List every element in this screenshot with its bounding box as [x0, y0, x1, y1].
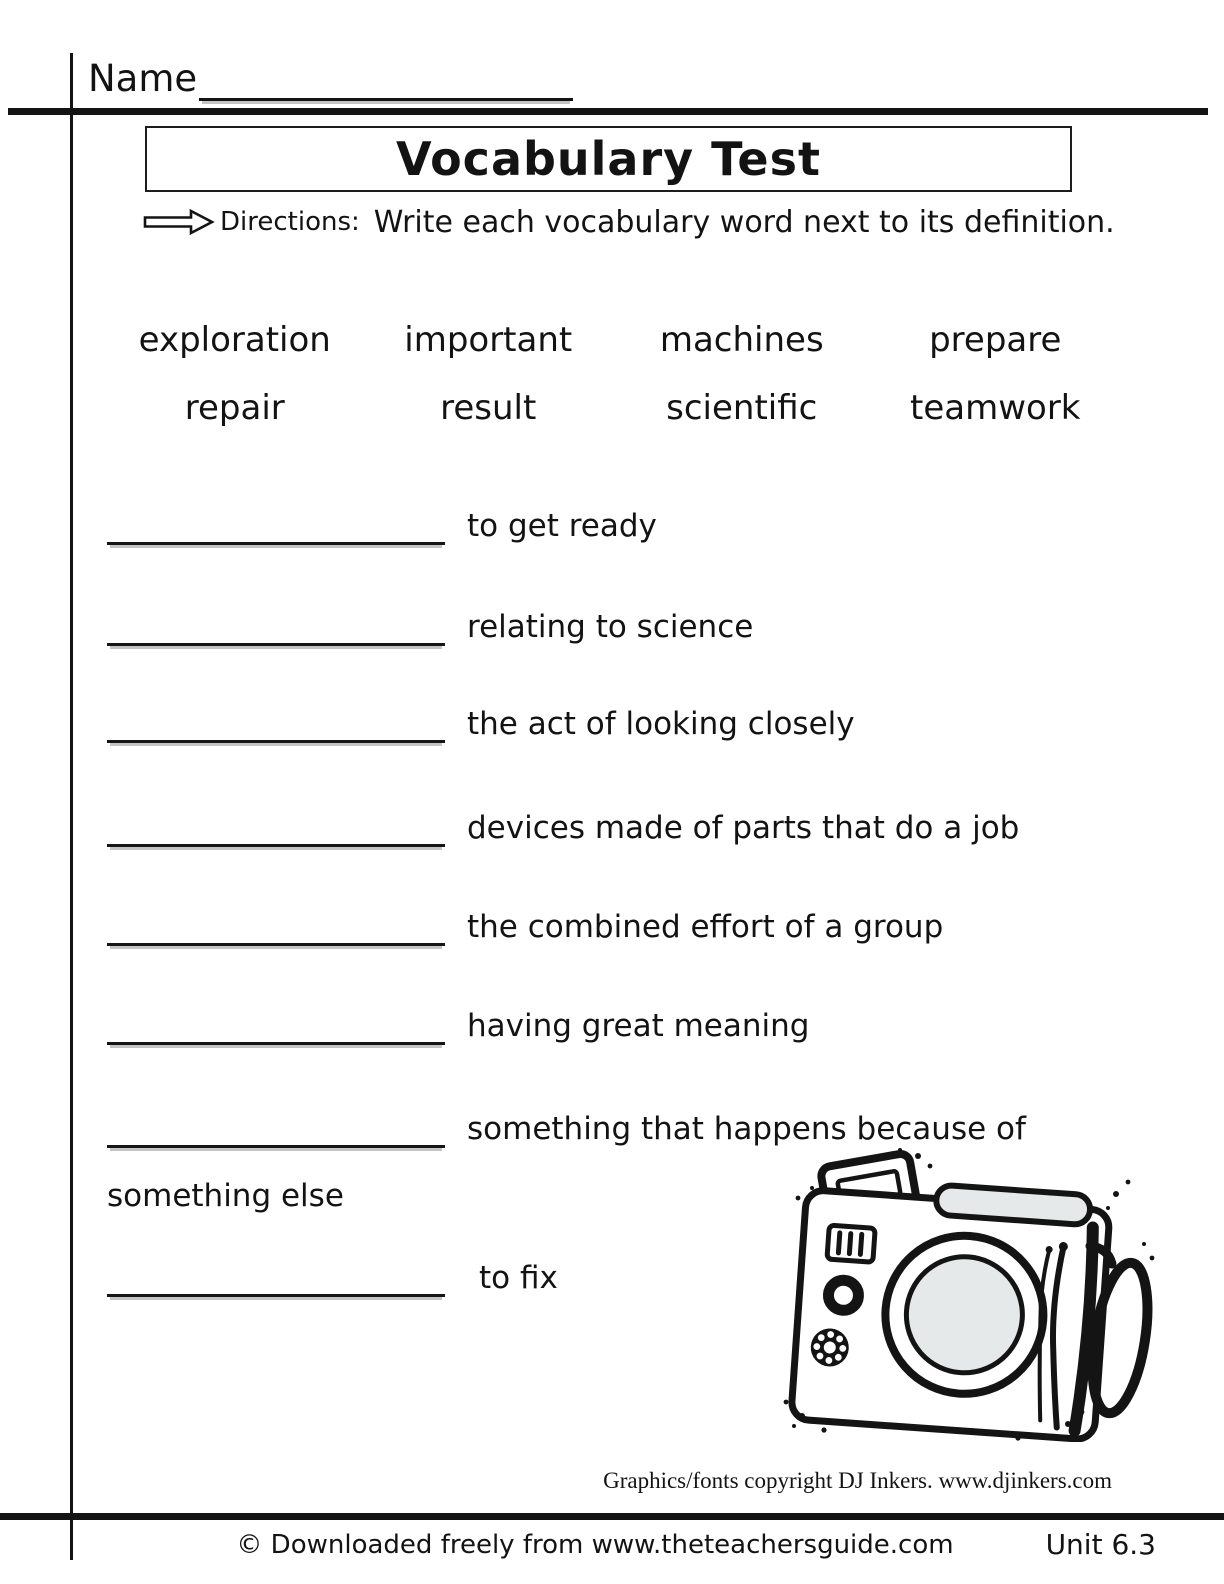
directions-label: Directions:: [220, 207, 360, 237]
definition-blank: [107, 503, 445, 545]
word-bank-word: prepare: [929, 320, 1062, 360]
word-bank-word: repair: [184, 388, 285, 429]
page-title: Vocabulary Test: [395, 132, 821, 186]
name-blank-line: [199, 61, 573, 101]
definition-blank: [107, 904, 445, 946]
definition-row: [107, 904, 943, 946]
header-rule: [8, 108, 1208, 115]
directions-text: Write each vocabulary word next to its definition.: [373, 204, 1115, 240]
definition-blank: [107, 1003, 445, 1045]
definition-blank: [107, 604, 445, 646]
word-bank-word: exploration: [138, 320, 331, 360]
definition-text: to fix: [479, 1260, 558, 1296]
definition-text: having great meaning: [467, 1008, 810, 1044]
definition-text: to get ready: [467, 508, 657, 544]
definition-text: something that happens because of: [467, 1111, 1026, 1147]
definition-row: [107, 1255, 558, 1297]
definition-blank: [107, 1255, 445, 1297]
directions-row: [142, 203, 1115, 241]
word-bank-word: teamwork: [910, 388, 1081, 429]
title-box: [145, 126, 1072, 192]
definition-row: [107, 701, 855, 743]
definition-continuation: something else: [107, 1178, 344, 1214]
footer-credit: Graphics/fonts copyright DJ Inkers. www.djinkers.com: [603, 1468, 1112, 1493]
definition-blank: [107, 701, 445, 743]
camera-illustration: [768, 1140, 1170, 1442]
definition-text: the combined effort of a group: [467, 909, 944, 945]
definition-row: [107, 1003, 809, 1045]
definition-text: relating to science: [467, 609, 754, 645]
definition-text: the act of looking closely: [467, 706, 855, 742]
word-bank-word: important: [404, 320, 573, 360]
name-label: Name: [88, 57, 198, 100]
footer-rule: [0, 1513, 1224, 1520]
definition-blank: [107, 1106, 445, 1148]
name-row: [88, 58, 573, 101]
definition-blank: [107, 805, 445, 847]
definition-row: [107, 503, 657, 545]
definition-row: [107, 805, 1019, 847]
word-bank-word: scientific: [666, 388, 818, 429]
word-bank-word: result: [440, 388, 537, 429]
word-bank-word: machines: [659, 320, 824, 360]
margin-line: [70, 53, 73, 1560]
definition-row: [107, 604, 753, 646]
word-bank: [108, 318, 1122, 430]
definition-text: devices made of parts that do a job: [467, 810, 1020, 846]
arrow-right-icon: [142, 208, 216, 236]
footer-unit: Unit 6.3: [1045, 1528, 1156, 1561]
footer-source: © Downloaded freely from www.theteachersguide.com: [236, 1530, 954, 1560]
